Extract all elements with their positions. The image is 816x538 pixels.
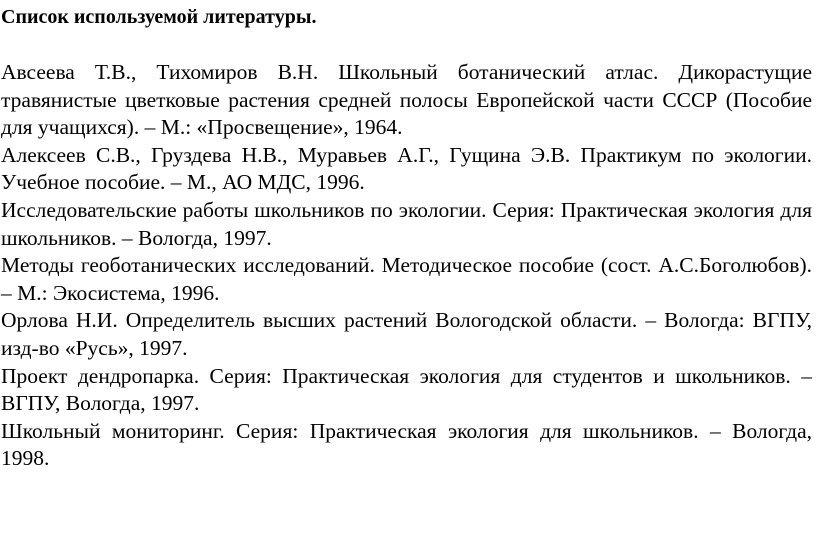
reference-item: Авсеева Т.В., Тихомиров В.Н. Школьный ботанический атлас. Дикорастущие травянистые цветковые растения средней полосы Европейской части СССР (Пособие для учащихся). – М.: «Просвещение», 1964. [1,60,812,140]
page-title: Список используемой литературы. [1,6,317,28]
reference-item: Проект дендропарка. Серия: Практическая экология для студентов и школьников. – ВГПУ, Вологда, 1997. [1,363,812,416]
spacer [1,31,812,59]
reference-item: Школьный мониторинг. Серия: Практическая экология для школьников. – Вологда, 1998. [1,418,812,471]
reference-item: Орлова Н.И. Определитель высших растений Вологодской области. – Вологда: ВГПУ, изд-во «Русь», 1997. [1,308,812,360]
reference-item: Методы геоботанических исследований. Методическое пособие (сост. А.С.Боголюбов). – М.: Экосистема, 1996. [1,253,812,305]
reference-item: Исследовательские работы школьников по экологии. Серия: Практическая экология для школьников. – Вологда, 1997. [1,197,812,250]
reference-item: Алексеев С.В., Груздева Н.В., Муравьев А.Г., Гущина Э.В. Практикум по экологии. Учебное пособие. – М., АО МДС, 1996. [1,142,812,195]
reference-list [1,59,812,473]
